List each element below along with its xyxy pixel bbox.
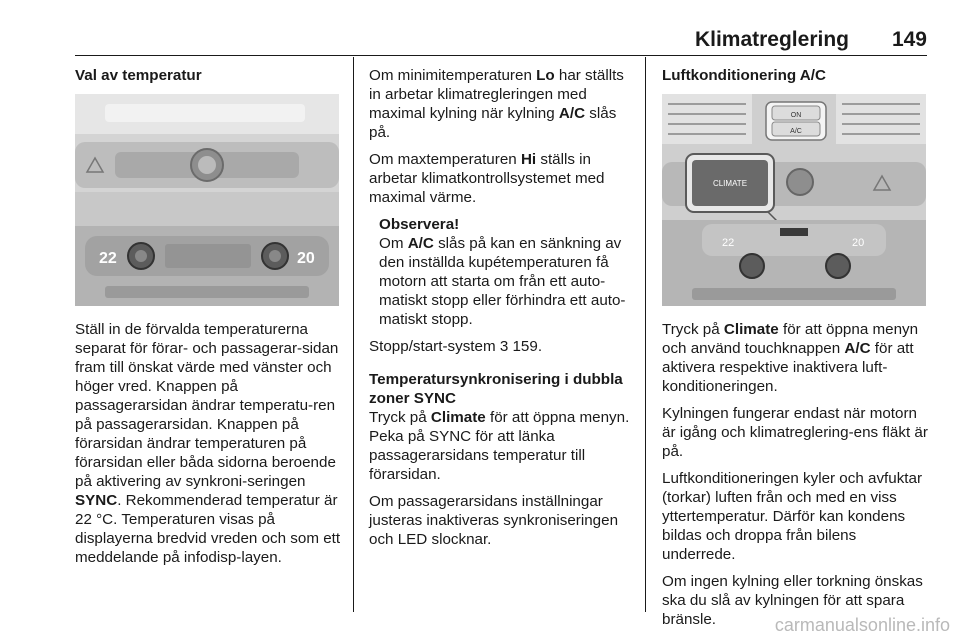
para-ac-conditions: Kylningen fungerar endast när motorn är igång och klimatreglering-ens fläkt är på.: [662, 405, 928, 460]
figure-ac-controls: [662, 94, 926, 306]
column-divider-2: [645, 57, 646, 612]
para-sync-instructions: Tryck på Climate för att öppna menyn. Peka på SYNC för att länka passagerarsidans temperatur till förarsidan.: [369, 409, 630, 483]
page-header: [75, 28, 927, 52]
section-heading-ac: Luftkonditionering A/C: [662, 67, 826, 84]
para-sync-deactivation: Om passagerarsidans inställningar justeras inaktiveras synkroniseringen och LED slocknar.: [369, 493, 619, 548]
figure-left-temp: 22: [99, 250, 117, 267]
page-title: Klimatreglering: [694, 28, 849, 51]
figure-climate-label: CLIMATE: [712, 179, 748, 188]
section-heading-temperature: Val av temperatur: [75, 67, 202, 84]
sync-label: SYNC: [75, 492, 118, 509]
para-stop-start-ref: Stopp/start-system 3 159.: [369, 338, 543, 355]
para-ac-dehumidify: Luftkonditioneringen kyler och avfuktar (torkar) luften från och med en viss yttertemperatur. Därför kan kondens bildas och droppa från bilens underrede.: [662, 470, 923, 563]
header-rule: [75, 55, 927, 56]
para-min-temp: Om minimitemperaturen Lo har ställts in arbetar klimatregleringen med maximal kylning när kylning A/C slås på.: [369, 67, 624, 141]
watermark: carmanualsonline.info: [774, 615, 950, 635]
page-number: 149: [891, 28, 927, 51]
para-ac-activation: Tryck på Climate för att öppna menyn och använd touchknappen A/C för att aktivera respektive inaktivera luft-konditioneringen.: [662, 321, 919, 395]
note-text: Om A/C slås på kan en sänkning av den inställda kupétemperaturen få motorn att starta om från ett auto-matiskt stopp eller förhindra ett auto-matiskt stopp.: [379, 235, 626, 328]
figure-temperature-controls: [75, 94, 339, 306]
column-divider-1: [353, 57, 354, 612]
para-ac-save-fuel: Om ingen kylning eller torkning önskas ska du slå av kylningen för att spara bränsle.: [662, 573, 923, 628]
note-title: Observera!: [379, 216, 460, 233]
section-heading-sync: Temperatursynkronisering i dubbla zoner SYNC: [369, 371, 623, 407]
column-3: [662, 66, 930, 637]
figure-ac-label: A/C: [790, 128, 802, 135]
figure-ac-left-temp: 22: [722, 237, 735, 249]
para-temperature-settings: Ställ in de förvalda temperaturerna separat för förar- och passagerar-sidan fram till önskat värde med vänster och höger vred. Knappen på passagerarsidan ändrar temperatu-ren på passagerarsidan. Knappen på förarsidan ändrar temperaturen på förarsidan eller båda sidorna beroende på aktivering av synkroni-seringen SYNC. Rekommenderad temperatur är 22 °C. Temperaturen visas på displayerna bredvid vreden och som ett meddelande på infodisp-layen.: [75, 321, 341, 566]
figure-ac-right-temp: 20: [852, 237, 865, 249]
figure-on-label: ON: [790, 112, 802, 119]
figure-right-temp: 20: [297, 250, 315, 267]
para-max-temp: Om maxtemperaturen Hi ställs in arbetar klimatkontrollsystemet med maximal värme.: [369, 151, 605, 206]
note-block: [369, 215, 637, 329]
column-1: [75, 66, 343, 575]
column-2: [369, 66, 637, 557]
